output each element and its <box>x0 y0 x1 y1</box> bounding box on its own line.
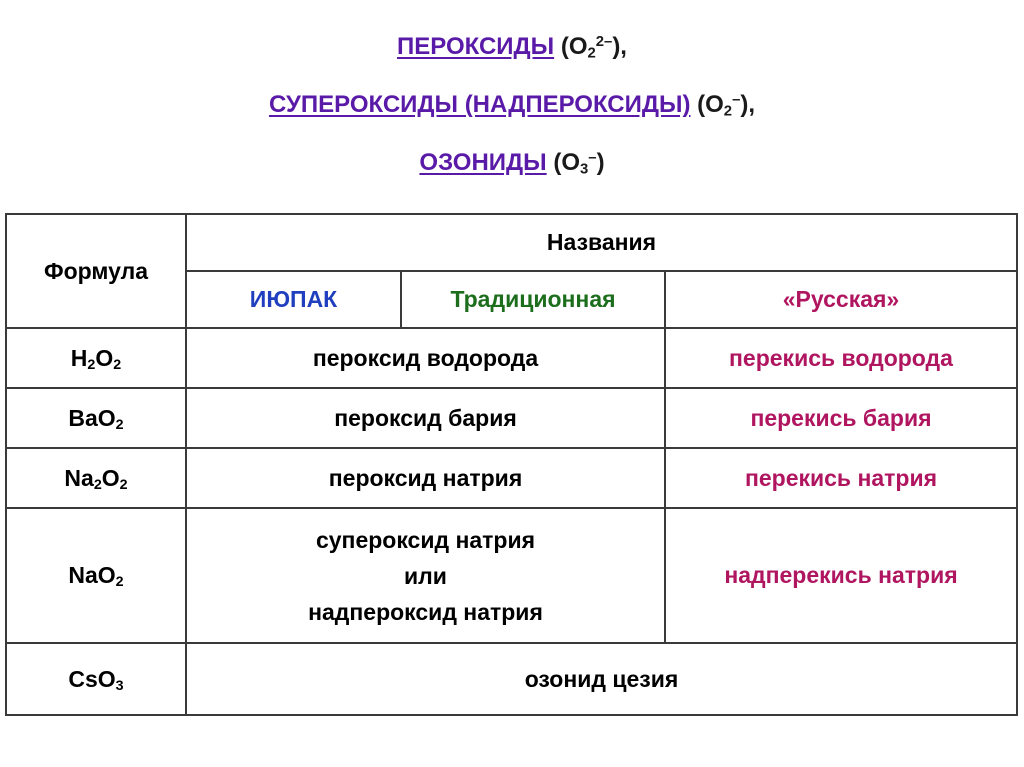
formula-cell: $H_2O_2$ <box>6 328 186 388</box>
iupac-traditional-name: пероксид водорода <box>186 328 665 388</box>
formula-cell: BaO$_2$ <box>6 388 186 448</box>
russian-name: перекись натрия <box>665 448 1017 508</box>
iupac-traditional-name: озонид цезия <box>186 643 1017 715</box>
russian-name: перекись бария <box>665 388 1017 448</box>
formula-cell: NaO$_2$ <box>6 508 186 643</box>
iupac-traditional-name: супероксид натрия или надпероксид натрия <box>186 508 665 643</box>
title-peroxides-name: ПЕРОКСИДЫ <box>397 33 555 60</box>
title-peroxides: ПЕРОКСИДЫ $(O_2^{2-})$, <box>397 33 627 62</box>
header-russian: «Русская» <box>665 271 1017 328</box>
table-row <box>6 328 1017 388</box>
title-superoxides: СУПЕРОКСИДЫ (НАДПЕРОКСИДЫ) $(O_2^-)$, <box>268 91 756 120</box>
title-ozonides: ОЗОНИДЫ $(O_3^-)$ <box>419 149 605 178</box>
names-table <box>5 213 1018 716</box>
iupac-traditional-name: пероксид бария <box>186 388 665 448</box>
formula-cell: CsO$_3$ <box>6 643 186 715</box>
title-ozonides-name: ОЗОНИДЫ <box>419 149 547 176</box>
header-formula: Формула <box>6 214 186 328</box>
russian-name: перекись водорода <box>665 328 1017 388</box>
formula-cell: $Na_2O_2$ <box>6 448 186 508</box>
table-row <box>6 388 1017 448</box>
header-traditional: Традиционная <box>401 271 665 328</box>
russian-name: надперекись натрия <box>665 508 1017 643</box>
title-block <box>0 22 1024 196</box>
table-row <box>6 448 1017 508</box>
header-iupac: ИЮПАК <box>186 271 401 328</box>
header-names: Названия <box>186 214 1017 271</box>
iupac-traditional-name: пероксид натрия <box>186 448 665 508</box>
title-superoxides-name: СУПЕРОКСИДЫ (НАДПЕРОКСИДЫ) <box>268 91 691 118</box>
table-row <box>6 643 1017 715</box>
table-row <box>6 508 1017 643</box>
